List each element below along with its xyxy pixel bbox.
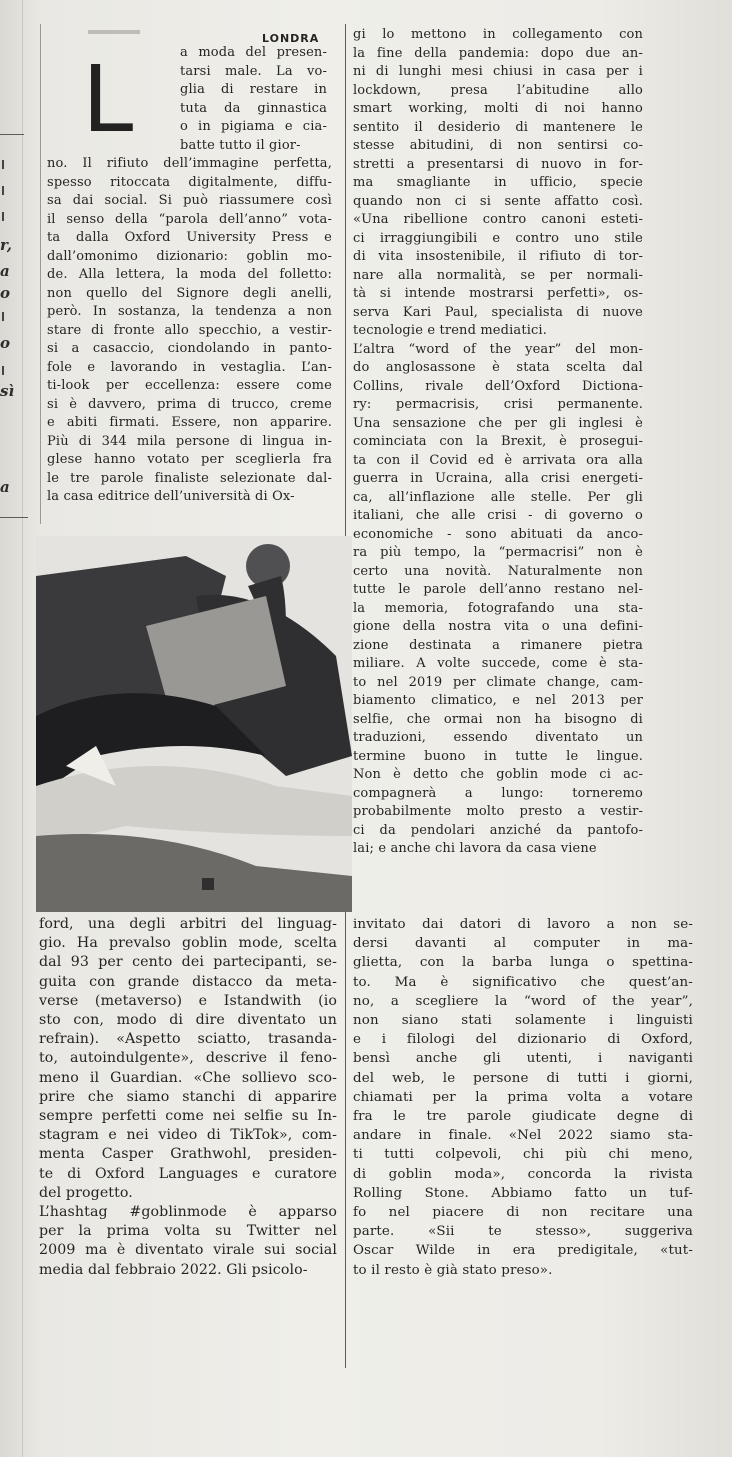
text-line: tecnologie e trend mediatici.: [353, 323, 548, 338]
text-line: invitato dai datori di lavoro a non se-: [353, 917, 693, 932]
dropcap-lines: [180, 44, 327, 155]
text-line: si a casaccio, ciondolando in panto-: [47, 341, 332, 356]
text-line: to, autoindulgente», descrive il feno-: [39, 1050, 337, 1067]
text-line: no, a scegliere la “word of the year”,: [353, 993, 693, 1009]
text-line: verse (metaverso) e Istandwith (io: [39, 992, 337, 1009]
text-line: lockdown, presa l’abitudine allo: [353, 82, 643, 98]
text-line: non quello del Signore degli anelli,: [47, 285, 332, 301]
adjacent-page-fragment: a: [0, 478, 10, 496]
text-line: stretti a presentarsi di nuovo in for-: [353, 156, 643, 172]
text-line: serva Kari Paul, specialista di nuove: [353, 304, 643, 320]
right-column-top: [353, 26, 643, 859]
text-line: andare in finale. «Nel 2022 siamo sta-: [353, 1128, 693, 1144]
text-line: ta dalla Oxford University Press e: [47, 230, 332, 245]
text-line: o in pigiama e cia-: [180, 119, 327, 134]
text-line: Una sensazione che per gli inglesi è: [353, 415, 643, 431]
edge-mark: [2, 186, 8, 195]
text-line: parte. «Sii te stesso», suggeriva: [353, 1224, 693, 1240]
text-line: tuta da ginnastica: [180, 100, 327, 116]
text-line: ma smagliante in ufficio, specie: [353, 175, 643, 190]
text-line: però. In sostanza, la tendenza a non: [47, 304, 332, 319]
text-line: «Una ribellione contro canoni esteti-: [353, 212, 643, 227]
text-line: biamento climatico, e nel 2013 per: [353, 693, 643, 708]
left-margin-rule: [40, 24, 41, 524]
text-line: le tre parole finaliste selezionate dal-: [47, 470, 332, 486]
text-line: per la prima volta su Twitter nel: [39, 1223, 337, 1240]
text-line: selfie, che ormai non ha bisogno di: [353, 711, 643, 727]
text-line: smart working, molti di noi hanno: [353, 101, 643, 116]
edge-mark: [2, 366, 8, 375]
adjacent-page-fragment: a: [0, 262, 10, 280]
adjacent-page-fragment: sì: [0, 382, 15, 400]
text-line: Non è detto che goblin mode ci ac-: [353, 767, 643, 782]
text-line: to. Ma è significativo che quest’an-: [353, 974, 693, 990]
text-line: ci da pendolari anziché da pantofo-: [353, 822, 643, 838]
text-line: fo nel piacere di non recitare una: [353, 1205, 693, 1221]
text-line: ry: permacrisis, crisi permanente.: [353, 397, 643, 412]
text-line: glietta, con la barba lunga o spettina-: [353, 955, 693, 971]
text-line: ci irraggiungibili e contro uno stile: [353, 230, 643, 246]
text-line: guita con grande distacco da meta-: [39, 973, 337, 990]
text-line: stagram e nei video di TikTok», com-: [39, 1127, 337, 1144]
text-line: media dal febbraio 2022. Gli psicolo-: [39, 1261, 308, 1278]
text-line: dersi davanti al computer in ma-: [353, 936, 693, 952]
text-line: meno il Guardian. «Che sollievo sco-: [39, 1069, 337, 1086]
text-line: to nel 2019 per climate change, cam-: [353, 674, 643, 690]
text-line: do anglosassone è stata scelta dal: [353, 360, 643, 375]
text-line: si è davvero, prima di trucco, creme: [47, 396, 332, 412]
text-line: di goblin moda», concorda la rivista: [353, 1166, 693, 1182]
text-line: 2009 ma è diventato virale sui social: [39, 1242, 337, 1259]
text-line: Più di 344 mila persone di lingua in-: [47, 433, 332, 449]
text-line: ra più tempo, la “permacrisi” non è: [353, 545, 643, 560]
text-line: italiani, che alle crisi - di governo o: [353, 508, 643, 523]
right-column-bottom: [353, 915, 693, 1280]
adjacent-page-fragment: o: [0, 284, 11, 302]
text-line: guerra in Ucraina, alla crisi energeti-: [353, 471, 643, 486]
text-line: no. Il rifiuto dell’immagine perfetta,: [47, 156, 332, 171]
text-line: di vita insostenibile, il rifiuto di tor-: [353, 249, 643, 264]
text-line: economiche - sono abituati da anco-: [353, 526, 643, 542]
goblin-mode-illustration: [36, 536, 352, 912]
left-column-top: [47, 155, 332, 507]
edge-rule: [0, 134, 24, 135]
text-line: a moda del presen-: [180, 45, 327, 60]
text-line: glia di restare in: [180, 82, 327, 97]
text-line: ta con il Covid ed è arrivata ora alla: [353, 452, 643, 468]
text-line: prire che siamo stanchi di apparire: [39, 1088, 337, 1105]
edge-mark: [2, 312, 8, 321]
text-line: refrain). «Aspetto sciatto, trasanda-: [39, 1031, 337, 1048]
text-line: dall’omonimo dizionario: goblin mo-: [47, 248, 332, 264]
text-line: nare alla normalità, se per normali-: [353, 267, 643, 283]
text-line: traduzioni, essendo diventato un: [353, 730, 643, 745]
text-line: la fine della pandemia: dopo due an-: [353, 45, 643, 61]
left-column-bottom: [39, 915, 337, 1280]
text-line: dal 93 per cento dei partecipanti, se-: [39, 954, 337, 971]
text-line: quando non ci si sente affatto così.: [353, 193, 643, 209]
column-divider: [345, 24, 346, 536]
text-line: menta Casper Grathwohl, presiden-: [39, 1146, 337, 1163]
text-line: de. Alla lettera, la moda del folletto:: [47, 267, 332, 282]
column-divider: [345, 912, 346, 1368]
text-line: e i filologi del dizionario di Oxford,: [353, 1032, 693, 1048]
text-line: stare di fronte allo specchio, a vestir-: [47, 322, 332, 338]
text-line: ni di lunghi mesi chiusi in casa per i: [353, 64, 643, 79]
text-line: stesse abitudini, di non sentirsi co-: [353, 138, 643, 153]
text-line: tutte le parole dell’anno restano nel-: [353, 582, 643, 597]
text-line: sto con, modo di dire diventato un: [39, 1012, 337, 1029]
text-line: bensì anche gli utenti, i naviganti: [353, 1051, 693, 1067]
text-line: e abiti firmati. Essere, non apparire.: [47, 415, 332, 430]
text-line: batte tutto il gior-: [180, 137, 301, 153]
mug-shape: [202, 878, 214, 890]
drop-cap: L: [82, 46, 134, 153]
text-line: Oscar Wilde in era predigitale, «tut-: [353, 1243, 693, 1259]
text-line: certo una novità. Naturalmente non: [353, 563, 643, 579]
text-line: sentito il desiderio di mantenere le: [353, 119, 643, 135]
text-line: gione della nostra vita o una defini-: [353, 619, 643, 634]
text-line: L’hashtag #goblinmode è apparso: [39, 1204, 337, 1221]
text-line: la casa editrice dell’università di Ox-: [47, 489, 295, 504]
text-line: ford, una degli arbitri del linguag-: [39, 916, 337, 932]
text-line: fole e lavorando in vestaglia. L’an-: [47, 359, 332, 375]
text-line: fra le tre parole giudicate degne di: [353, 1109, 693, 1125]
text-line: compagnerà a lungo: torneremo: [353, 785, 643, 801]
text-line: lai; e anche chi lavora da casa viene: [353, 841, 597, 856]
text-line: zione destinata a rimanere pietra: [353, 637, 643, 653]
text-line: Rolling Stone. Abbiamo fatto un tuf-: [353, 1185, 693, 1201]
text-line: tarsi male. La vo-: [180, 63, 327, 79]
edge-mark: [2, 212, 8, 221]
text-line: te di Oxford Languages e curatore: [39, 1165, 337, 1182]
edge-mark: [2, 160, 8, 169]
text-line: del web, le persone di tutti i giorni,: [353, 1070, 693, 1086]
text-line: il senso della “parola dell’anno” vota-: [47, 211, 332, 227]
text-line: sa dai social. Si può riassumere così: [47, 193, 332, 208]
text-line: tà si intende mostrarsi perfetti», os-: [353, 286, 643, 301]
text-line: ca, all’inflazione alle stelle. Per gli: [353, 489, 643, 505]
text-line: gio. Ha prevalso goblin mode, scelta: [39, 935, 337, 952]
adjacent-page-fragment: r,: [0, 236, 13, 254]
text-line: ti-look per eccellenza: essere come: [47, 378, 332, 393]
text-line: chiamati per la prima volta a votare: [353, 1089, 693, 1105]
text-line: L’altra “word of the year” del mon-: [353, 341, 643, 357]
text-line: probabilmente molto presto a vestir-: [353, 804, 643, 819]
text-line: non siano stati solamente i linguisti: [353, 1013, 693, 1029]
text-line: spesso ritoccata digitalmente, diffu-: [47, 174, 332, 190]
text-line: la memoria, fotografando una sta-: [353, 600, 643, 616]
text-line: miliare. A volte succede, come è sta-: [353, 656, 643, 671]
text-line: gi lo mettono in collegamento con: [353, 27, 643, 42]
text-line: cominciata con la Brexit, è prosegui-: [353, 434, 643, 449]
text-line: glese hanno votato per sceglierla fra: [47, 452, 332, 467]
text-line: to il resto è già stato preso».: [353, 1262, 553, 1278]
adjacent-page-fragment: o: [0, 334, 11, 352]
text-line: termine buono in tutte le lingue.: [353, 748, 643, 764]
text-line: del progetto.: [39, 1184, 133, 1201]
small-header-mark: [88, 30, 140, 34]
text-line: ti tutti colpevoli, chi più chi meno,: [353, 1147, 693, 1163]
edge-rule: [0, 517, 28, 518]
dateline: LONDRA: [262, 32, 320, 45]
text-line: Collins, rivale dell’Oxford Dictiona-: [353, 378, 643, 394]
text-line: sempre perfetti come nei selfie su In-: [39, 1108, 337, 1125]
